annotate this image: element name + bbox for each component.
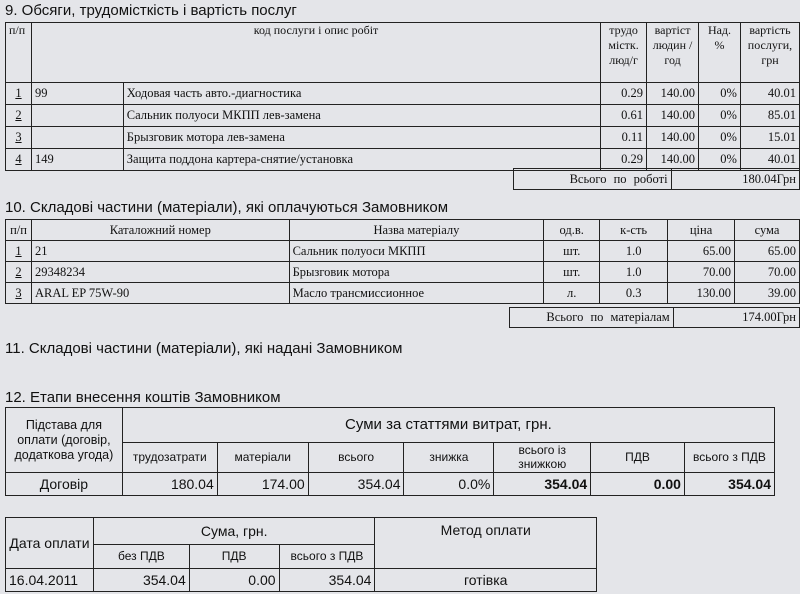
date-header: Дата оплати	[6, 518, 94, 569]
header-num: п/п	[6, 220, 32, 241]
price: 130.00	[668, 283, 735, 304]
method-header: Метод оплати	[375, 518, 597, 569]
payment-stages-table	[5, 407, 775, 496]
col-total-vat: всього з ПДВ	[684, 442, 774, 472]
sum: 70.00	[735, 262, 800, 283]
rate: 140.00	[647, 127, 699, 149]
service-code	[31, 127, 123, 149]
col-with-vat: всього з ПДВ	[279, 544, 375, 568]
labor: 0.29	[601, 149, 647, 171]
service-desc: Сальник полуоси МКПП лев-замена	[123, 105, 600, 127]
basis-header: Підстава для оплати (договір, додаткова угода)	[6, 408, 123, 473]
material-name: Сальник полуоси МКПП	[289, 241, 544, 262]
header-catalog: Каталожний номер	[31, 220, 289, 241]
rate: 140.00	[647, 149, 699, 171]
materials-sum: 174.00	[217, 473, 308, 496]
unit: шт.	[544, 262, 600, 283]
header-rate: вартіст людин /год	[647, 23, 699, 83]
total-with-vat: 354.04	[684, 473, 774, 496]
sum-header: Сума, грн.	[93, 518, 375, 545]
discount: 0.0%	[404, 473, 494, 496]
labor-sum: 180.04	[122, 473, 217, 496]
sum-no-vat: 354.04	[93, 569, 189, 592]
catalog-number: 29348234	[31, 262, 289, 283]
header-sum: сума	[735, 220, 800, 241]
service-code: 149	[31, 149, 123, 171]
markup: 0%	[699, 127, 741, 149]
header-markup: Над. %	[699, 23, 741, 83]
section-10-title: 10. Складові частини (матеріали), які оплачуються Замовником	[5, 199, 449, 216]
col-total-discount: всього із знижкою	[494, 442, 591, 472]
col-vat: ПДВ	[591, 442, 685, 472]
header-num: п/п	[6, 23, 32, 83]
services-total	[513, 168, 800, 190]
row-number-link[interactable]: 1	[6, 241, 32, 262]
sum-vat: 0.00	[189, 569, 279, 592]
row-number-link[interactable]: 3	[6, 127, 32, 149]
total-label: Всього по роботі	[514, 169, 672, 190]
sum-with-vat: 354.04	[279, 569, 375, 592]
cost: 15.01	[740, 127, 799, 149]
payment-date: 16.04.2011	[6, 569, 94, 592]
header-price: ціна	[668, 220, 735, 241]
rate: 140.00	[647, 83, 699, 105]
unit: шт.	[544, 241, 600, 262]
row-number-link[interactable]: 3	[6, 283, 32, 304]
total-label: Всього по матеріалам	[510, 308, 674, 328]
services-table	[5, 22, 800, 171]
col-materials: матеріали	[217, 442, 308, 472]
sum: 39.00	[735, 283, 800, 304]
labor: 0.61	[601, 105, 647, 127]
quantity: 1.0	[600, 241, 668, 262]
material-name: Масло трансмиссионное	[289, 283, 544, 304]
col-discount: знижка	[404, 442, 494, 472]
vat-sum: 0.00	[591, 473, 685, 496]
cost: 40.01	[740, 149, 799, 171]
section-11-title: 11. Складові частини (матеріали), які надані Замовником	[5, 340, 403, 357]
service-desc: Ходовая часть авто.-диагностика	[123, 83, 600, 105]
header-name: Назва матеріалу	[289, 220, 544, 241]
sums-header: Суми за статтями витрат, грн.	[122, 408, 774, 443]
row-number-link[interactable]: 2	[6, 105, 32, 127]
price: 70.00	[668, 262, 735, 283]
cost: 40.01	[740, 83, 799, 105]
markup: 0%	[699, 149, 741, 171]
basis: Договір	[6, 473, 123, 496]
table-row	[6, 241, 800, 262]
header-labor: трудо містк. люд/г	[601, 23, 647, 83]
catalog-number: 21	[31, 241, 289, 262]
unit: л.	[544, 283, 600, 304]
price: 65.00	[668, 241, 735, 262]
total-sum: 354.04	[308, 473, 404, 496]
header-qty: к-сть	[600, 220, 668, 241]
payment-method: готівка	[375, 569, 597, 592]
row-number-link[interactable]: 2	[6, 262, 32, 283]
table-row	[6, 105, 800, 127]
catalog-number: ARAL EP 75W-90	[31, 283, 289, 304]
service-code: 99	[31, 83, 123, 105]
table-row	[6, 283, 800, 304]
material-name: Брызговик мотора	[289, 262, 544, 283]
col-total: всього	[308, 442, 404, 472]
col-no-vat: без ПДВ	[93, 544, 189, 568]
total-value: 174.00Грн	[673, 308, 799, 328]
service-code	[31, 105, 123, 127]
labor: 0.29	[601, 83, 647, 105]
labor: 0.11	[601, 127, 647, 149]
table-row	[6, 569, 597, 592]
section-12-title: 12. Етапи внесення коштів Замовником	[5, 389, 281, 406]
col-labor: трудозатрати	[122, 442, 217, 472]
markup: 0%	[699, 83, 741, 105]
service-desc: Защита поддона картера-снятие/установка	[123, 149, 600, 171]
materials-total	[509, 307, 800, 328]
service-desc: Брызговик мотора лев-замена	[123, 127, 600, 149]
section-9-title: 9. Обсяги, трудомісткість і вартість послуг	[5, 2, 297, 19]
total-with-discount: 354.04	[494, 473, 591, 496]
row-number-link[interactable]: 4	[6, 149, 32, 171]
table-row	[6, 473, 775, 496]
payment-table	[5, 517, 597, 592]
table-row	[6, 127, 800, 149]
materials-table	[5, 219, 800, 304]
sum: 65.00	[735, 241, 800, 262]
header-unit: од.в.	[544, 220, 600, 241]
row-number-link[interactable]: 1	[6, 83, 32, 105]
cost: 85.01	[740, 105, 799, 127]
total-value: 180.04Грн	[671, 169, 799, 190]
quantity: 0.3	[600, 283, 668, 304]
markup: 0%	[699, 105, 741, 127]
table-row	[6, 83, 800, 105]
header-cost: вартість послуги, грн	[740, 23, 799, 83]
header-desc: код послуги і опис робіт	[31, 23, 600, 83]
table-row	[6, 262, 800, 283]
quantity: 1.0	[600, 262, 668, 283]
rate: 140.00	[647, 105, 699, 127]
col-vat: ПДВ	[189, 544, 279, 568]
